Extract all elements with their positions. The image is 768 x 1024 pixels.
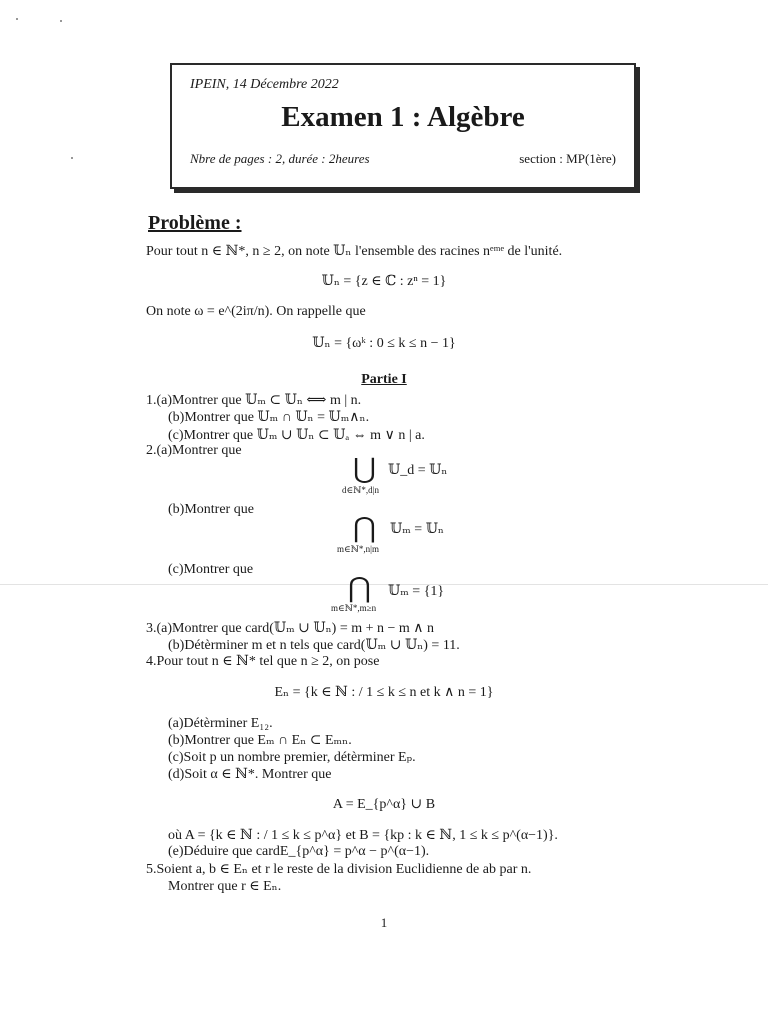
question-2c: (c)Montrer que <box>168 562 254 577</box>
question-5: 5.Soient a, b ∈ Eₙ et r le reste de la division Euclidienne de ab par n. <box>146 862 532 877</box>
exam-header-box <box>170 63 636 189</box>
section-info: section : MP(1ère) <box>519 151 616 166</box>
page-fold-line <box>0 584 768 585</box>
en-definition: Eₙ = {k ∈ ℕ : / 1 ≤ k ≤ n et k ∧ n = 1} <box>274 685 494 700</box>
intersection-symbol-2: ⋂ <box>348 573 371 604</box>
question-3a: 3.(a)Montrer que card(𝕌ₘ ∪ 𝕌ₙ) = m + n − m ∧ n <box>146 621 435 636</box>
partie-heading: Partie I <box>361 372 407 387</box>
union-subscript: d∈ℕ*,d|n <box>342 485 379 495</box>
a-equation: A = E_{p^α} ∪ B <box>332 797 436 812</box>
pages-duration-info: Nbre de pages : 2, durée : 2heures <box>190 151 370 166</box>
question-1a: 1.(a)Montrer que 𝕌ₘ ⊂ 𝕌ₙ ⟺ m | n. <box>146 393 362 408</box>
question-4d: (d)Soit α ∈ ℕ*. Montrer que <box>168 767 332 782</box>
intersection-equation-2: 𝕌ₘ = {1} <box>388 584 445 599</box>
header-date: IPEIN, 14 Décembre 2022 <box>190 77 339 92</box>
omega-equation: 𝕌ₙ = {ωᵏ : 0 ≤ k ≤ n − 1} <box>312 336 456 351</box>
page-number: 1 <box>380 915 388 930</box>
union-equation: 𝕌_d = 𝕌ₙ <box>388 463 448 478</box>
definition-equation: 𝕌ₙ = {z ∈ ℂ : zⁿ = 1} <box>321 274 447 289</box>
intersection-subscript-2: m∈ℕ*,m≥n <box>331 603 377 613</box>
scan-speck <box>16 18 18 20</box>
union-symbol: ⋃ <box>353 454 376 485</box>
question-4c: (c)Soit p un nombre premier, détèrminer Eₚ. <box>168 750 416 765</box>
scan-speck <box>60 20 62 22</box>
header-info-row <box>190 151 616 167</box>
omega-line: On note ω = e^(2iπ/n). On rappelle que <box>146 304 366 319</box>
question-3b: (b)Détèrminer m et n tels que card(𝕌ₘ ∪ 𝕌ₙ) = 11. <box>168 638 460 653</box>
question-1b: (b)Montrer que 𝕌ₘ ∩ 𝕌ₙ = 𝕌ₘ∧ₙ. <box>168 410 370 425</box>
question-4a: (a)Détèrminer E₁₂. <box>168 716 273 731</box>
question-2a: 2.(a)Montrer que <box>146 443 242 458</box>
probleme-heading: Problème : <box>148 212 242 234</box>
intersection-subscript: m∈ℕ*,n|m <box>337 544 379 554</box>
intersection-equation: 𝕌ₘ = 𝕌ₙ <box>390 522 444 537</box>
question-4: 4.Pour tout n ∈ ℕ* tel que n ≥ 2, on pose <box>146 654 380 669</box>
question-4e: (e)Déduire que cardE_{p^α} = p^α − p^(α−1). <box>168 844 430 859</box>
intersection-symbol: ⋂ <box>353 513 376 544</box>
question-1c: (c)Montrer que 𝕌ₘ ∪ 𝕌ₙ ⊂ 𝕌ₐ ⇔ m ∨ n | a. <box>168 428 425 443</box>
exam-title: Examen 1 : Algèbre <box>281 101 525 133</box>
question-4b: (b)Montrer que Eₘ ∩ Eₙ ⊂ Eₘₙ. <box>168 733 352 748</box>
question-2b: (b)Montrer que <box>168 502 254 517</box>
scan-speck <box>71 157 73 159</box>
question-5-conclusion: Montrer que r ∈ Eₙ. <box>168 879 282 894</box>
a-b-definition: où A = {k ∈ ℕ : / 1 ≤ k ≤ p^α} et B = {kp : k ∈ ℕ, 1 ≤ k ≤ p^(α−1)}. <box>168 828 558 843</box>
probleme-intro: Pour tout n ∈ ℕ*, n ≥ 2, on note 𝕌ₙ l'ensemble des racines nᵉᵐᵉ de l'unité. <box>146 244 563 259</box>
